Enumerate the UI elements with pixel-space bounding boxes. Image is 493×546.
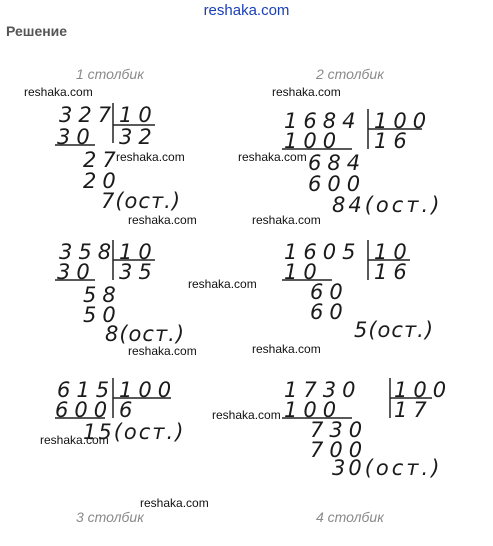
remainder: 58 — [83, 283, 122, 307]
subtrahend: 30 — [57, 125, 96, 149]
quotient: 16 — [374, 129, 413, 153]
remainder: 84(ост.) — [332, 193, 443, 217]
watermark: reshaka.com — [188, 277, 257, 291]
remainder: 684 — [308, 151, 367, 175]
subtrahend: 50 — [83, 303, 122, 327]
division-problem-4 — [282, 240, 462, 350]
watermark: reshaka.com — [252, 213, 321, 227]
subtrahend: 20 — [83, 169, 122, 193]
watermark: reshaka.com — [128, 213, 197, 227]
subtrahend: 700 — [310, 438, 369, 462]
dividend: 1605 — [284, 240, 362, 264]
division-problem-1 — [55, 103, 235, 213]
watermark: reshaka.com — [24, 85, 93, 99]
remainder: 30(ост.) — [332, 456, 443, 480]
remainder: 7(ост.) — [101, 189, 182, 213]
subtrahend: 100 — [284, 398, 343, 422]
watermark: reshaka.com — [140, 496, 209, 510]
watermark: reshaka.com — [212, 408, 281, 422]
divisor: 10 — [119, 103, 158, 127]
quotient: 35 — [119, 260, 158, 284]
dividend: 1684 — [284, 109, 362, 133]
dividend: 615 — [57, 378, 116, 402]
divisor: 100 — [394, 378, 453, 402]
remainder: 730 — [310, 418, 369, 442]
divisor: 10 — [374, 240, 413, 264]
remainder: 15(ост.) — [83, 420, 186, 444]
site-watermark[interactable]: reshaka.com — [203, 2, 290, 19]
remainder: 60 — [310, 280, 349, 304]
subtrahend: 10 — [284, 260, 323, 284]
watermark: reshaka.com — [238, 150, 307, 164]
remainder: 8(ост.) — [105, 322, 186, 346]
quotient: 17 — [394, 398, 433, 422]
division-problem-5 — [55, 378, 235, 488]
dividend: 1730 — [284, 378, 362, 402]
watermark: reshaka.com — [252, 342, 321, 356]
watermark: reshaka.com — [40, 433, 109, 447]
quotient: 16 — [374, 260, 413, 284]
remainder: 27 — [83, 148, 122, 172]
column-label-3: 3 столбик — [76, 509, 144, 525]
subtrahend: 600 — [55, 398, 114, 422]
remainder: 5(ост.) — [354, 318, 435, 342]
subtrahend: 600 — [308, 172, 367, 196]
division-problem-3 — [55, 240, 235, 350]
quotient: 6 — [119, 398, 139, 422]
watermark: reshaka.com — [116, 150, 185, 164]
watermark: reshaka.com — [272, 85, 341, 99]
subtrahend: 100 — [284, 129, 343, 153]
subtrahend: 30 — [57, 260, 96, 284]
division-problem-2 — [282, 109, 462, 219]
column-label-2: 2 столбик — [316, 66, 384, 82]
watermark: reshaka.com — [128, 344, 197, 358]
divisor: 10 — [119, 240, 158, 264]
dividend: 327 — [59, 103, 118, 127]
divisor: 100 — [374, 109, 433, 133]
subtrahend: 60 — [310, 300, 349, 324]
divisor: 100 — [119, 378, 178, 402]
column-label-1: 1 столбик — [76, 66, 144, 82]
column-label-4: 4 столбик — [316, 509, 384, 525]
division-problem-6 — [282, 378, 462, 488]
quotient: 32 — [119, 125, 158, 149]
dividend: 358 — [59, 240, 118, 264]
solution-heading: Решение — [6, 23, 68, 39]
